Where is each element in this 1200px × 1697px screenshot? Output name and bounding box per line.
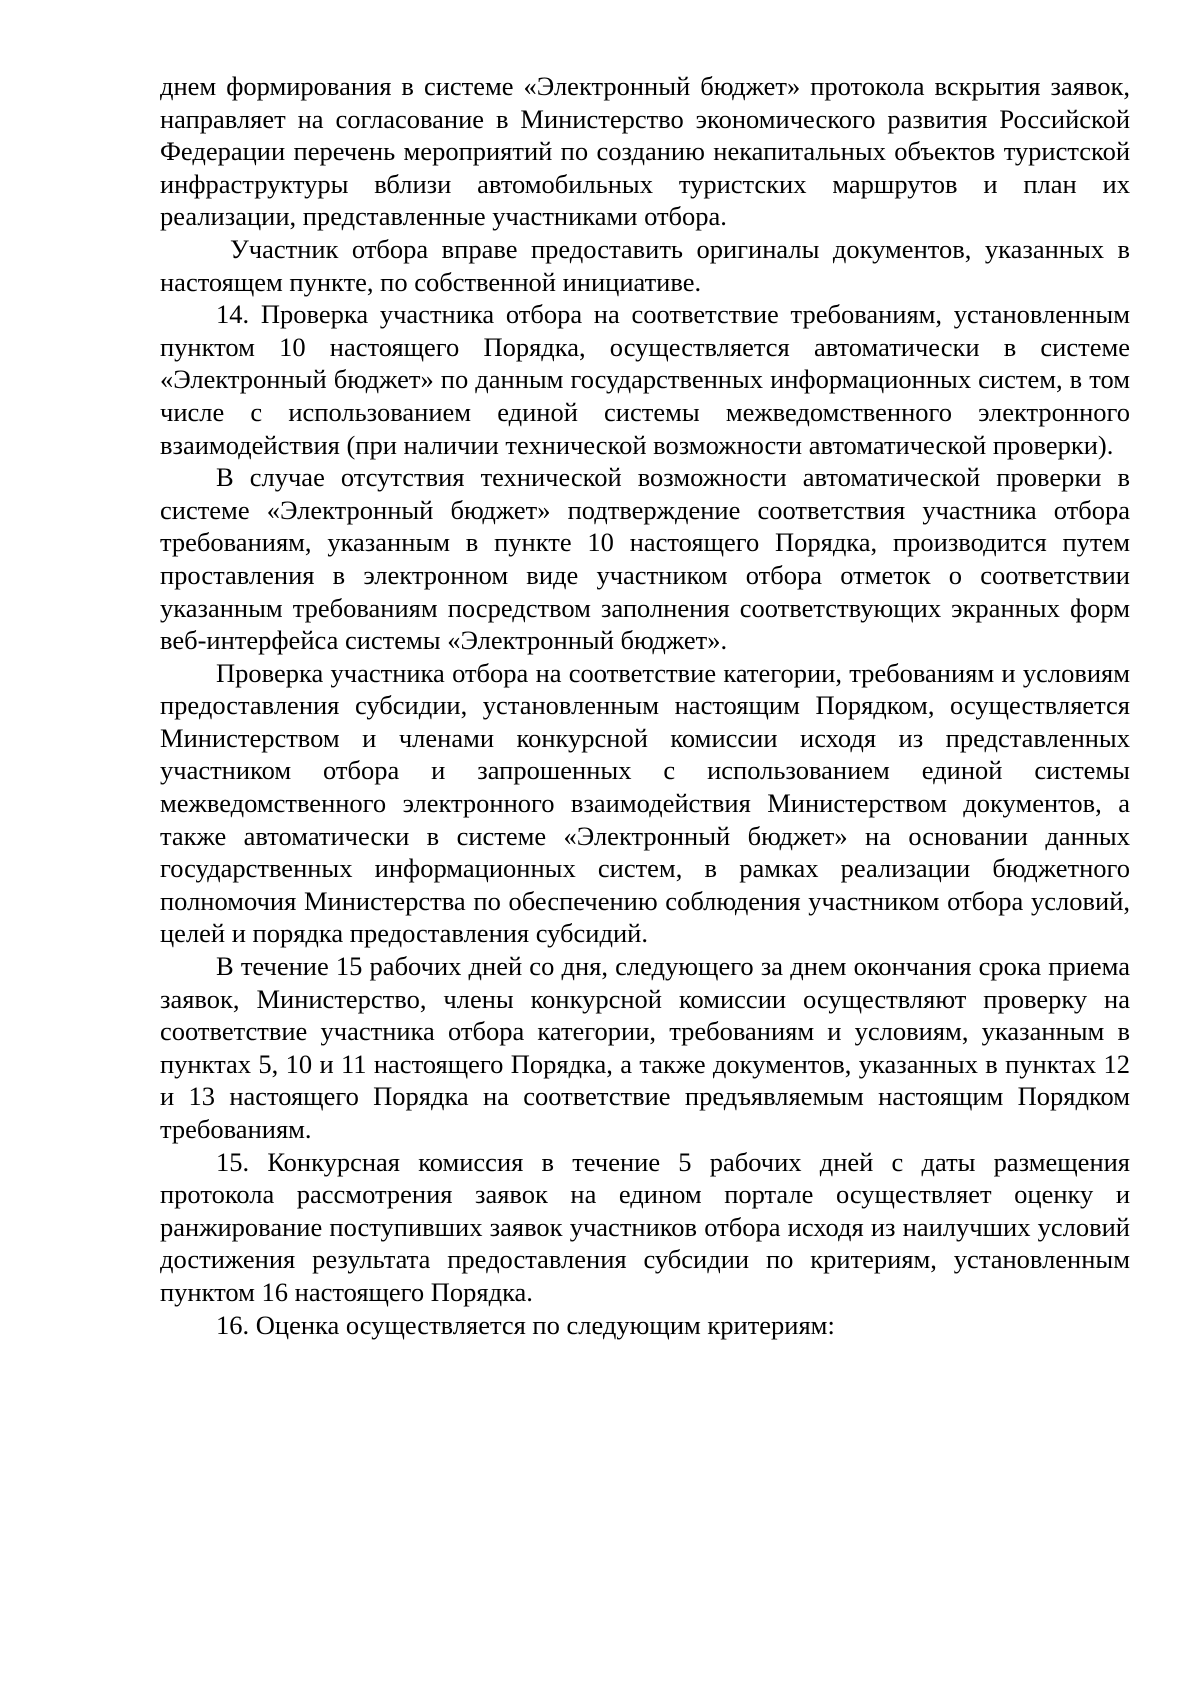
paragraph-15-days-check: В течение 15 рабочих дней со дня, следующего за днем окончания срока приема заявок, Министерство, члены конкурсной комиссии осуществляют проверку на соответствие участника отбора категории, требованиям и условиям, указанным в пунктах 5, 10 и 11 настоящего Порядка, а также документов, указанных в пунктах 12 и 13 настоящего Порядка на соответствие предъявляемым настоящим Порядком требованиям. bbox=[160, 951, 1130, 1144]
paragraph-originals-note: Участник отбора вправе предоставить оригиналы документов, указанных в настоящем пункте, по собственной инициативе. bbox=[160, 233, 1130, 297]
paragraph-category-check: Проверка участника отбора на соответствие категории, требованиям и условиям предоставления субсидии, установленным настоящим Порядком, осуществляется Министерством и членами конкурсной комиссии исходя из представленных участником отбора и запрошенных с использованием единой системы межведомственного электронного взаимодействия Министерством документов, а также автоматически в системе «Электронный бюджет» на основании данных государственных информационных систем, в рамках реализации бюджетного полномочия Министерства по обеспечению соблюдения участником отбора условий, целей и порядка предоставления субсидий. bbox=[160, 657, 1130, 949]
paragraph-item-16: 16. Оценка осуществляется по следующим критериям: bbox=[216, 1309, 835, 1340]
paragraph-item-15: 15. Конкурсная комиссия в течение 5 рабочих дней с даты размещения протокола рассмотрения заявок на едином портале осуществляет оценку и ранжирование поступивших заявок участников отбора исходя из наилучших условий достижения результата предоставления субсидии по критериям, установленным пунктом 16 настоящего Порядка. bbox=[160, 1146, 1130, 1307]
paragraph-item-14: 14. Проверка участника отбора на соответствие требованиям, установленным пунктом 10 настоящего Порядка, осуществляется автоматически в системе «Электронный бюджет» по данным государственных информационных систем, в том числе с использованием единой системы межведомственного электронного взаимодействия (при наличии технической возможности автоматической проверки). bbox=[160, 299, 1130, 460]
paragraph-no-auto-check: В случае отсутствия технической возможности автоматической проверки в системе «Электронный бюджет» подтверждение соответствия участника отбора требованиям, указанным в пункте 10 настоящего Порядка, производится путем проставления в электронном виде участником отбора отметок о соответствии указанным требованиям посредством заполнения соответствующих экранных форм веб-интерфейса системы «Электронный бюджет». bbox=[160, 462, 1130, 656]
paragraph-continuation: днем формирования в системе «Электронный бюджет» протокола вскрытия заявок, направляет на согласование в Министерство экономического развития Российской Федерации перечень мероприятий по созданию некапитальных объектов туристской инфраструктуры вблизи автомобильных туристских маршрутов и план их реализации, представленные участниками отбора. bbox=[160, 71, 1130, 232]
document-body bbox=[160, 70, 1130, 1341]
